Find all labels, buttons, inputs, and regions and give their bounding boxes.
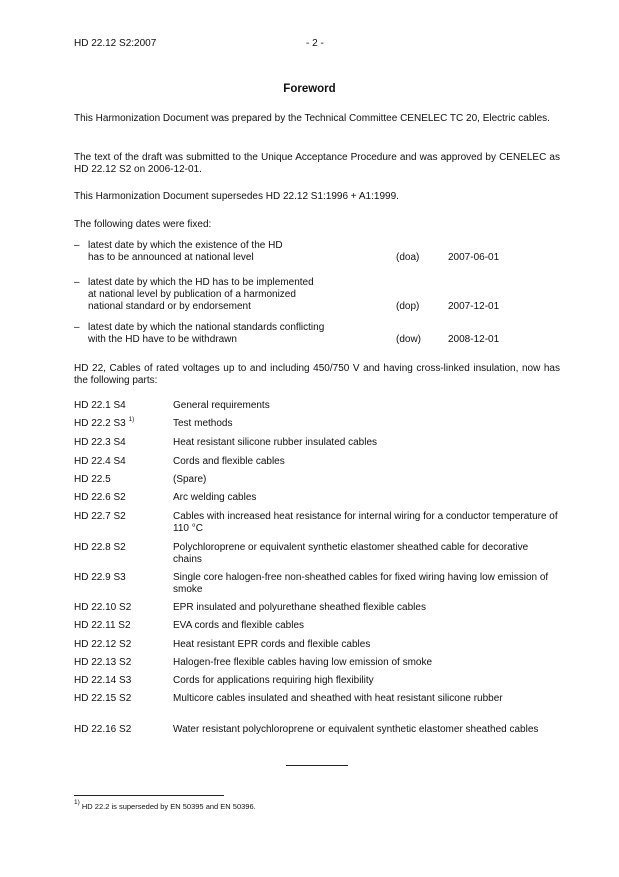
part-code: HD 22.3 S4 [74, 437, 126, 448]
dash-bullet: – [74, 277, 80, 288]
date-item-line: latest date by which the existence of the HD [88, 240, 283, 251]
paragraph-tc: This Harmonization Document was prepared by the Technical Committee CENELEC TC 20, Electric cables. [74, 113, 550, 124]
part-code: HD 22.16 S2 [74, 724, 132, 735]
part-description: Test methods [173, 418, 233, 429]
paragraph-supersedes: This Harmonization Document supersedes HD 22.12 S1:1996 + A1:1999. [74, 191, 399, 202]
part-code: HD 22.4 S4 [74, 456, 126, 467]
paragraph-dates-intro: The following dates were fixed: [74, 219, 212, 230]
part-code: HD 22.8 S2 [74, 542, 126, 553]
part-code: HD 22.11 S2 [74, 620, 131, 631]
part-description: Cables with increased heat resistance for internal wiring for a conductor temperature of 110 °C [173, 511, 558, 534]
date-value: 2007-12-01 [448, 301, 500, 312]
part-code: HD 22.12 S2 [74, 639, 132, 650]
part-code: HD 22.6 S2 [74, 492, 126, 503]
part-description: Water resistant polychloroprene or equivalent synthetic elastomer sheathed cables [173, 724, 539, 735]
date-item-line: with the HD have to be withdrawn [88, 334, 237, 345]
document-id: HD 22.12 S2:2007 [74, 38, 157, 49]
part-code: HD 22.13 S2 [74, 657, 132, 668]
part-code: HD 22.7 S2 [74, 511, 126, 522]
page-number: - 2 - [306, 38, 324, 49]
date-item-line: latest date by which the HD has to be implemented [88, 277, 314, 288]
part-description: Cords and flexible cables [173, 456, 285, 467]
footnote-marker: 1) [74, 799, 80, 806]
footnote [74, 799, 256, 811]
date-item-line: at national level by publication of a harmonized [88, 289, 296, 300]
footnote-text: HD 22.2 is superseded by EN 50395 and EN 50396. [79, 802, 256, 811]
dash-bullet: – [74, 322, 80, 333]
date-item-dow [74, 322, 560, 348]
footnote-ref: 1) [128, 416, 135, 423]
end-of-text-rule [286, 765, 348, 766]
part-code: HD 22.2 S3 [74, 418, 126, 429]
part-description: EPR insulated and polyurethane sheathed flexible cables [173, 602, 426, 613]
part-description: (Spare) [173, 474, 207, 485]
part-description: Heat resistant silicone rubber insulated cables [173, 437, 377, 448]
footnote-separator [74, 795, 224, 796]
part-description: EVA cords and flexible cables [173, 620, 305, 631]
paragraph-parts-intro: HD 22, Cables of rated voltages up to and including 450/750 V and having cross-linked insulation, now has the following parts: [74, 363, 560, 386]
part-description: Heat resistant EPR cords and flexible cables [173, 639, 371, 650]
date-value: 2007-06-01 [448, 252, 500, 263]
part-code: HD 22.9 S3 [74, 572, 126, 583]
part-code: HD 22.14 S3 [74, 675, 132, 686]
part-description: General requirements [173, 400, 270, 411]
part-code: HD 22.15 S2 [74, 693, 132, 704]
date-item-line: latest date by which the national standards conflicting [88, 322, 325, 333]
date-abbr: (dow) [396, 334, 422, 345]
part-code: HD 22.10 S2 [74, 602, 132, 613]
paragraph-approval: The text of the draft was submitted to the Unique Acceptance Procedure and was approved by CENELEC as HD 22.12 S2 on 2006-12-01. [74, 152, 560, 175]
date-item-line: national standard or by endorsement [88, 301, 251, 312]
dash-bullet: – [74, 240, 80, 251]
date-abbr: (doa) [396, 252, 420, 263]
date-abbr: (dop) [396, 301, 420, 312]
date-item-line: has to be announced at national level [88, 252, 254, 263]
part-description: Polychloroprene or equivalent synthetic elastomer sheathed cable for decorative chains [173, 542, 529, 565]
part-description: Single core halogen-free non-sheathed cables for fixed wiring having low emission of smoke [173, 572, 549, 595]
part-description: Multicore cables insulated and sheathed with heat resistant silicone rubber [173, 693, 503, 704]
page-title: Foreword [283, 83, 336, 95]
date-item-dop [74, 277, 560, 315]
part-code: HD 22.5 [74, 474, 111, 485]
part-description: Arc welding cables [173, 492, 257, 503]
part-description: Cords for applications requiring high flexibility [173, 675, 374, 686]
part-code: HD 22.1 S4 [74, 400, 126, 411]
date-value: 2008-12-01 [448, 334, 500, 345]
date-item-doa [74, 240, 560, 266]
part-description: Halogen-free flexible cables having low emission of smoke [173, 657, 433, 668]
